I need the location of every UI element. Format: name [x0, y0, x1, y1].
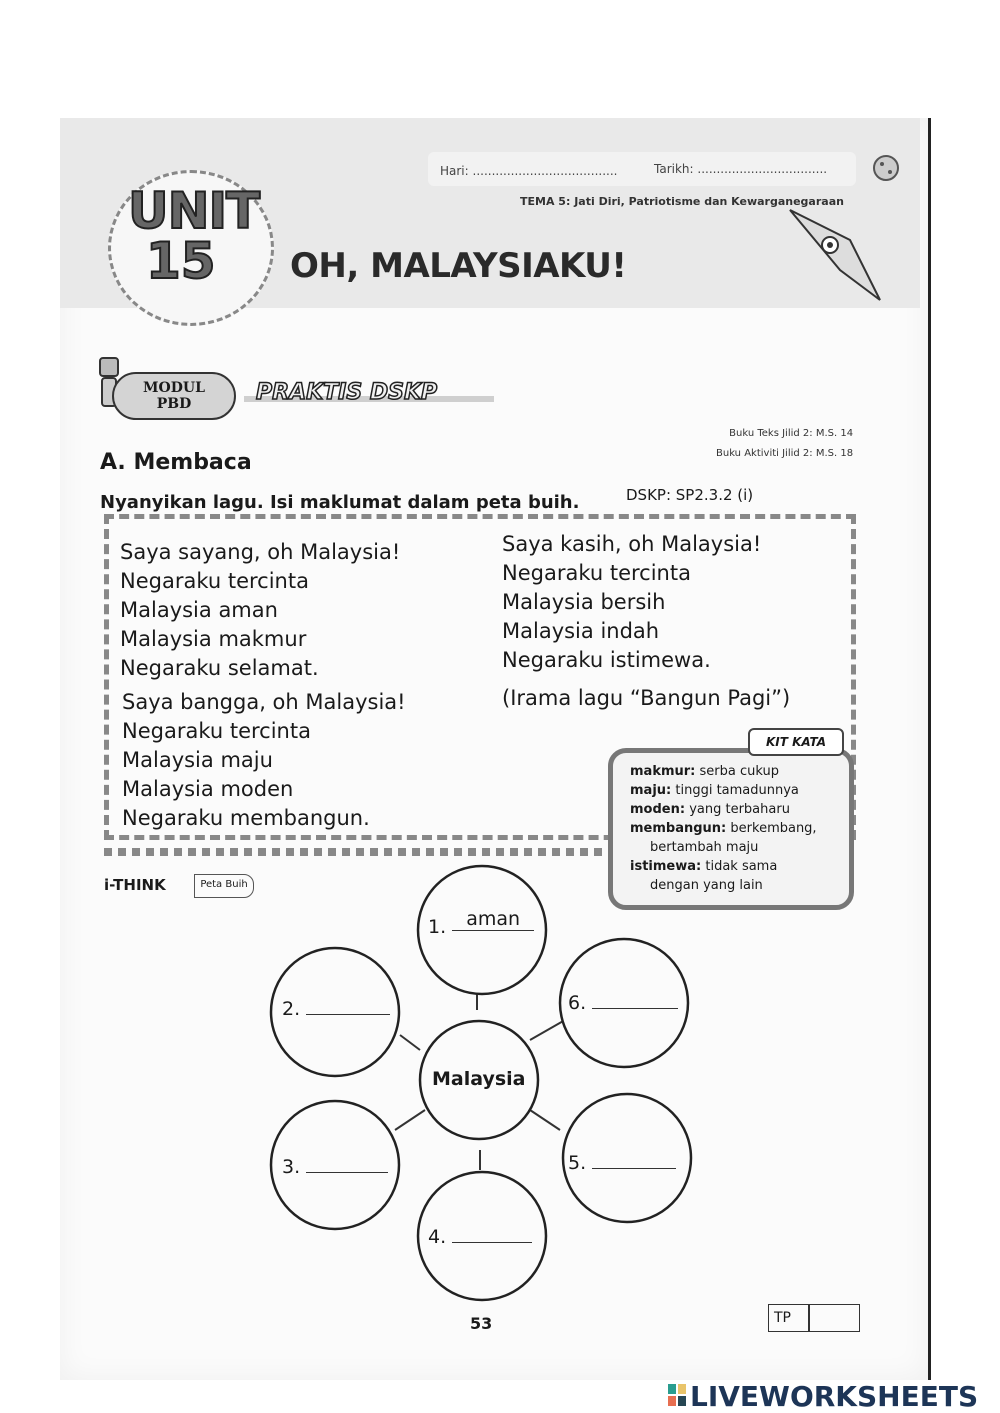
- lyric-line: Malaysia bersih: [502, 590, 666, 614]
- connector-line: [530, 1110, 560, 1130]
- node-number: 4.: [428, 1226, 447, 1248]
- answer-field-6[interactable]: [592, 1008, 678, 1009]
- kit-entry: makmur: serba cukup: [630, 764, 779, 779]
- buku-teks-ref: Buku Teks Jilid 2: M.S. 14: [729, 428, 854, 439]
- lyric-line: Malaysia indah: [502, 619, 660, 643]
- dskp-code: DSKP: SP2.3.2 (i): [626, 486, 754, 504]
- lyric-line: Saya sayang, oh Malaysia!: [120, 540, 401, 564]
- node-number: 3.: [282, 1156, 301, 1178]
- answer-field-2[interactable]: [306, 1014, 390, 1015]
- node-number: 1.: [428, 916, 447, 938]
- connector-line: [400, 1035, 420, 1050]
- node-3: [282, 1156, 388, 1178]
- connector-line: [530, 1020, 565, 1040]
- lyric-line: Malaysia aman: [120, 598, 278, 622]
- liveworksheets-brand[interactable]: LIVEWORKSHEETS: [690, 1380, 979, 1413]
- tp-input[interactable]: [812, 1306, 858, 1330]
- kit-entry: maju: tinggi tamadunnya: [630, 783, 799, 798]
- modul-line2: PBD: [156, 396, 192, 412]
- node-5: [568, 1152, 676, 1174]
- answer-field-5[interactable]: [592, 1168, 676, 1169]
- section-title: A. Membaca: [100, 450, 252, 475]
- tp-label: TP: [774, 1310, 791, 1326]
- lyric-line: Negaraku istimewa.: [502, 648, 711, 672]
- answer-field-3[interactable]: [306, 1172, 388, 1173]
- kit-entry: dengan yang lain: [650, 878, 763, 893]
- node-4: [428, 1226, 532, 1248]
- lyric-line: Negaraku membangun.: [122, 806, 370, 830]
- answer-field-1[interactable]: aman: [452, 908, 534, 931]
- node-1: [428, 908, 534, 939]
- center-label: Malaysia: [432, 1068, 526, 1090]
- node-2: [282, 998, 390, 1020]
- lyric-line: Negaraku selamat.: [120, 656, 319, 680]
- tema-label: TEMA 5: Jati Diri, Patriotisme dan Kewarganegaraan: [520, 195, 844, 208]
- modul-line1: MODUL: [143, 380, 205, 396]
- lyric-line: Negaraku tercinta: [122, 719, 311, 743]
- liveworksheets-logo-icon: [668, 1384, 686, 1406]
- lyric-line: Saya kasih, oh Malaysia!: [502, 532, 762, 556]
- lyric-line: Negaraku tercinta: [502, 561, 691, 585]
- node-number: 6.: [568, 992, 587, 1014]
- unit-number: 15: [146, 232, 216, 290]
- ithink-label: i-THINK: [104, 876, 166, 894]
- node-number: 2.: [282, 998, 301, 1020]
- kit-entry: bertambah maju: [650, 840, 759, 855]
- instruction: Nyanyikan lagu. Isi maklumat dalam peta buih.: [100, 492, 580, 513]
- kit-entry: membangun: berkembang,: [630, 821, 817, 836]
- node-number: 5.: [568, 1152, 587, 1174]
- lyric-line: Malaysia makmur: [120, 627, 307, 651]
- lyric-line: Saya bangga, oh Malaysia!: [122, 690, 406, 714]
- tp-divider: [808, 1304, 810, 1332]
- page-number: 53: [470, 1314, 493, 1333]
- praktis-dskp-label: PRAKTIS DSKP: [256, 380, 438, 405]
- unit-word: UNIT: [128, 182, 260, 240]
- irama-note: (Irama lagu “Bangun Pagi”): [502, 686, 791, 710]
- kit-entry: istimewa: tidak sama: [630, 859, 778, 874]
- connector-line: [395, 1110, 425, 1130]
- kit-entry: moden: yang terbaharu: [630, 802, 790, 817]
- answer-field-4[interactable]: [452, 1242, 532, 1243]
- lyric-line: Malaysia moden: [122, 777, 294, 801]
- lyric-line: Negaraku tercinta: [120, 569, 309, 593]
- kit-kata-tag: KIT KATA: [748, 728, 844, 756]
- page-title: OH, MALAYSIAKU!: [290, 246, 627, 286]
- node-6: [568, 992, 678, 1014]
- buku-aktiviti-ref: Buku Aktiviti Jilid 2: M.S. 18: [716, 448, 854, 459]
- tarikh-field[interactable]: Tarikh: ..................................: [654, 162, 828, 176]
- ithink-sub: Peta Buih: [194, 874, 254, 898]
- lyric-line: Malaysia maju: [122, 748, 273, 772]
- hari-field[interactable]: Hari: ......................................: [440, 164, 618, 178]
